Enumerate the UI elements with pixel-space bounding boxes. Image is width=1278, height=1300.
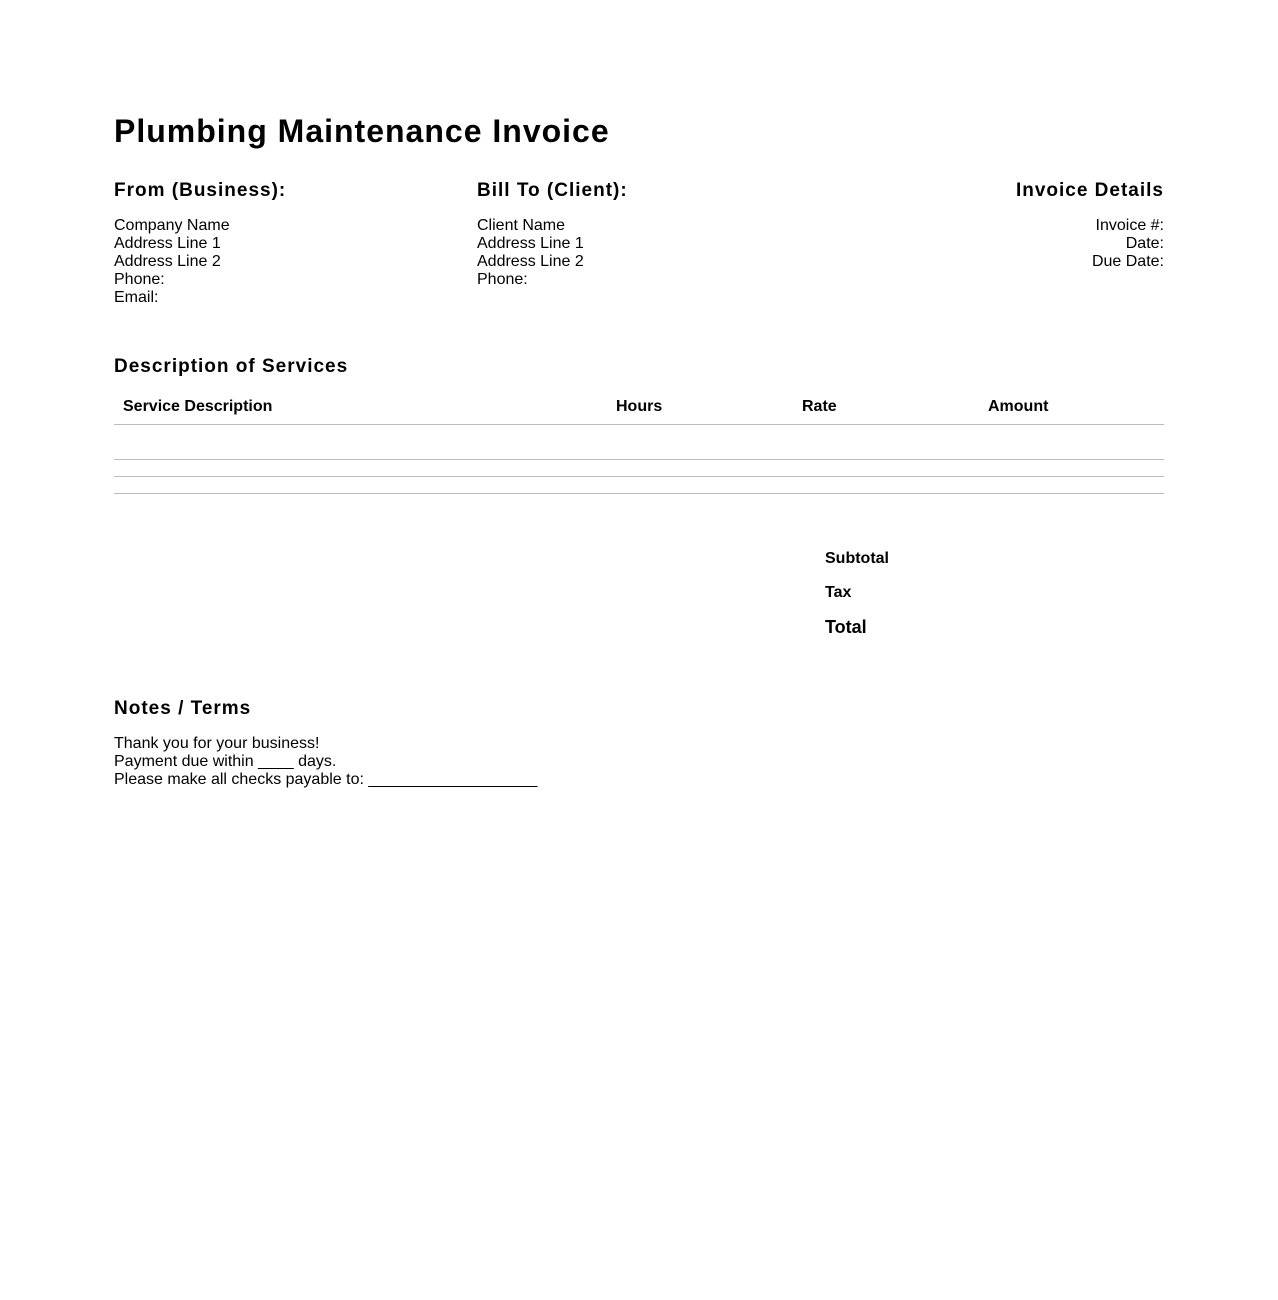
table-row: [114, 477, 1164, 494]
amount-cell: [979, 477, 1164, 494]
services-table: [114, 390, 1164, 494]
rate-cell: [793, 425, 979, 460]
bill-to-heading: Bill To (Client):: [477, 180, 628, 201]
totals-section: [825, 548, 889, 638]
invoice-title: Plumbing Maintenance Invoice: [114, 113, 610, 149]
checks-payable-note: Please make all checks payable to: ___________________: [114, 771, 538, 788]
column-header-amount: Amount: [979, 390, 1164, 425]
table-row: [114, 425, 1164, 460]
invoice-date: Date:: [1125, 235, 1164, 252]
bill-to-section: [477, 179, 628, 289]
subtotal-label: Subtotal: [825, 550, 889, 567]
invoice-details-heading: Invoice Details: [1015, 180, 1164, 201]
thank-you-note: Thank you for your business!: [114, 735, 320, 752]
business-address-line-1: Address Line 1: [114, 235, 221, 252]
client-name: Client Name: [477, 217, 566, 234]
business-email: Email:: [114, 289, 159, 306]
column-header-hours: Hours: [607, 390, 793, 425]
notes-heading: Notes / Terms: [114, 698, 252, 719]
service-description-cell: [114, 460, 607, 477]
from-heading: From (Business):: [114, 180, 287, 201]
business-phone: Phone:: [114, 271, 165, 288]
rate-cell: [793, 477, 979, 494]
business-address-line-2: Address Line 2: [114, 253, 221, 270]
client-phone: Phone:: [477, 271, 528, 288]
hours-cell: [607, 477, 793, 494]
tax-label: Tax: [825, 584, 852, 601]
services-section: [114, 355, 1164, 494]
column-header-rate: Rate: [793, 390, 979, 425]
amount-cell: [979, 425, 1164, 460]
table-header-row: [114, 390, 1164, 425]
from-business-section: [114, 179, 286, 307]
services-heading: Description of Services: [114, 356, 349, 377]
column-header-service-description: Service Description: [114, 390, 607, 425]
company-name: Company Name: [114, 217, 230, 234]
invoice-number: Invoice #:: [1095, 217, 1164, 234]
table-row: [114, 460, 1164, 477]
invoice-details-section: [1016, 179, 1164, 271]
client-address-line-1: Address Line 1: [477, 235, 584, 252]
payment-terms-note: Payment due within ____ days.: [114, 753, 337, 770]
service-description-cell: [114, 425, 607, 460]
amount-cell: [979, 460, 1164, 477]
hours-cell: [607, 425, 793, 460]
rate-cell: [793, 460, 979, 477]
client-address-line-2: Address Line 2: [477, 253, 584, 270]
total-label: Total: [825, 617, 867, 637]
notes-terms-section: [114, 697, 537, 789]
service-description-cell: [114, 477, 607, 494]
hours-cell: [607, 460, 793, 477]
invoice-due-date: Due Date:: [1091, 253, 1164, 270]
